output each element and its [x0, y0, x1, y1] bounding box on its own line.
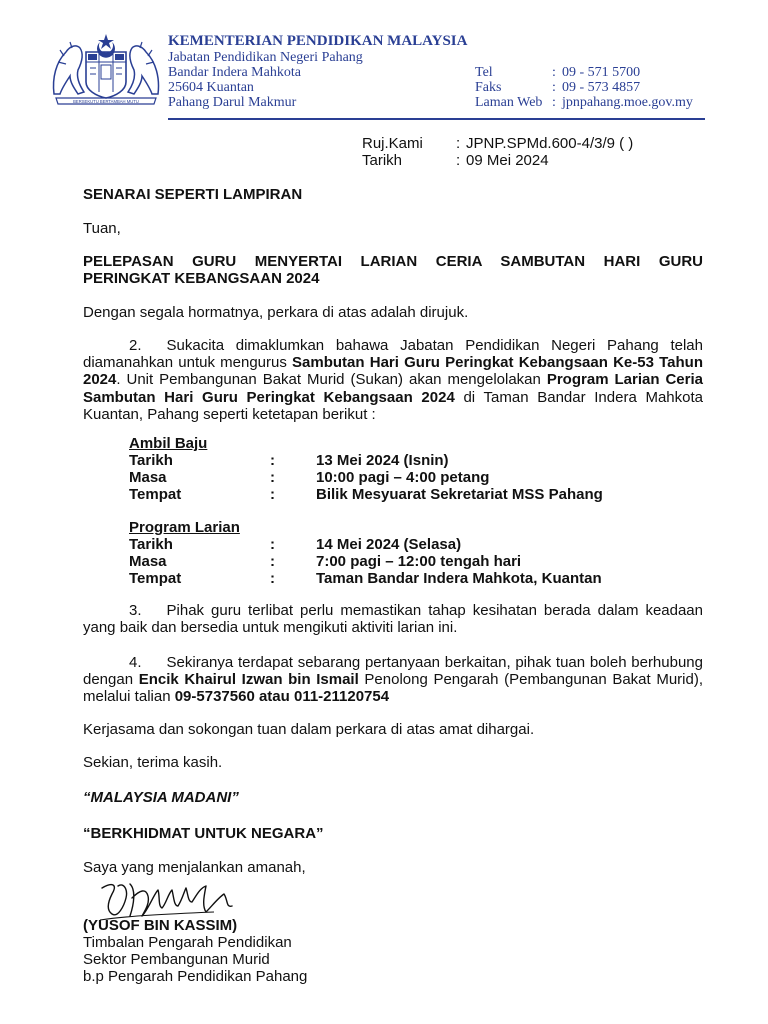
detail-label: Masa [129, 553, 167, 570]
slogan: “MALAYSIA MADANI” [83, 789, 239, 806]
para-number: 4. [129, 654, 142, 671]
date-colon: : [456, 152, 461, 169]
closing-line: Sekian, terima kasih. [83, 754, 223, 771]
event-name: Sambutan Hari Guru Peringkat Kebangsaan Ke-53 Tahun 2024 [83, 354, 704, 389]
contact-colon: : [552, 80, 556, 95]
detail-value: 7:00 pagi – 12:00 tengah hari [316, 553, 522, 570]
trust-line: Saya yang menjalankan amanah, [83, 859, 306, 876]
schedule-heading: Program Larian [129, 519, 240, 536]
paragraph-4 [83, 654, 703, 706]
ref-colon: : [456, 135, 461, 152]
crest-motto: BERSEKUTU BERTAMBAH MUTU [73, 99, 139, 104]
address-line: Jabatan Pendidikan Negeri Pahang [168, 50, 363, 65]
para-text: di Taman Bandar Indera Mahkota Kuantan, Pahang seperti ketetapan berikut : [83, 388, 704, 423]
paragraph-2 [83, 337, 703, 423]
para-number: 3. [129, 602, 142, 619]
para-text: Sekiranya terdapat sebarang pertanyaan berkaitan, pihak tuan boleh berhubung dengan [83, 654, 703, 689]
detail-colon: : [270, 536, 275, 553]
ministry-name: KEMENTERIAN PENDIDIKAN MALAYSIA [168, 33, 468, 49]
subject-line: PERINGKAT KEBANGSAAN 2024 [83, 270, 320, 287]
para-text: Penolong Pengarah (Pembangunan Bakat Murid), melalui talian [83, 671, 703, 706]
contact-colon: : [552, 65, 556, 80]
detail-value: Taman Bandar Indera Mahkota, Kuantan [316, 570, 602, 587]
detail-label: Tarikh [129, 452, 173, 469]
ref-value: JPNP.SPMd.600-4/3/9 ( ) [466, 135, 634, 152]
detail-label: Tarikh [129, 536, 173, 553]
thanks-line: Kerjasama dan sokongan tuan dalam perkara di atas amat dihargai. [83, 721, 535, 738]
detail-colon: : [270, 469, 275, 486]
paragraph-3 [83, 602, 703, 636]
recipient: SENARAI SEPERTI LAMPIRAN [83, 186, 303, 203]
subject-line: PELEPASAN GURU MENYERTAI LARIAN CERIA SAMBUTAN HARI GURU [83, 253, 703, 270]
ref-label: Ruj.Kami [362, 135, 423, 152]
detail-label: Tempat [129, 486, 182, 503]
contact-phone: 09-5737560 atau 011-21120754 [174, 688, 390, 706]
ministry-crest-logo [50, 32, 162, 106]
detail-value: 14 Mei 2024 (Selasa) [316, 536, 462, 553]
signatory-name: (YUSOF BIN KASSIM) [83, 917, 238, 934]
detail-colon: : [270, 553, 275, 570]
website-value[interactable]: jpnpahang.moe.gov.my [562, 95, 693, 110]
signatory-title: Timbalan Pengarah Pendidikan [83, 934, 292, 951]
signatory-title: Sektor Pembangunan Murid [83, 951, 270, 968]
opening-line: Dengan segala hormatnya, perkara di atas adalah dirujuk. [83, 304, 469, 321]
detail-colon: : [270, 486, 275, 503]
para-number: 2. [129, 337, 142, 354]
address-line: Bandar Indera Mahkota [168, 65, 301, 80]
para-text: . Unit Pembangunan Bakat Murid (Sukan) akan mengelolakan [116, 371, 547, 389]
detail-value: Bilik Mesyuarat Sekretariat MSS Pahang [316, 486, 603, 503]
date-value: 09 Mei 2024 [466, 152, 549, 169]
signatory-title: b.p Pengarah Pendidikan Pahang [83, 968, 308, 985]
detail-label: Masa [129, 469, 167, 486]
detail-colon: : [270, 452, 275, 469]
detail-value: 10:00 pagi – 4:00 petang [316, 469, 490, 486]
program-name: Program Larian Ceria Sambutan Hari Guru Peringkat Kebangsaan 2024 [83, 371, 703, 406]
para-text: Pihak guru terlibat perlu memastikan tahap kesihatan berada dalam keadaan yang baik dan bersedia untuk mengikuti aktiviti larian ini. [83, 602, 703, 637]
address-line: Pahang Darul Makmur [168, 95, 297, 110]
detail-colon: : [270, 570, 275, 587]
salutation: Tuan, [83, 220, 121, 237]
detail-label: Tempat [129, 570, 182, 587]
address-line: 25604 Kuantan [168, 80, 254, 95]
date-label: Tarikh [362, 152, 403, 169]
slogan: “BERKHIDMAT UNTUK NEGARA” [83, 825, 324, 842]
fax-label: Faks [475, 80, 502, 95]
tel-value: 09 - 571 5700 [562, 65, 641, 80]
para-text: Sukacita dimaklumkan bahawa Jabatan Pendidikan Negeri Pahang telah diamanahkan untuk mengurus [83, 337, 703, 372]
detail-value: 13 Mei 2024 (Isnin) [316, 452, 449, 469]
website-label: Laman Web [475, 95, 543, 110]
contact-colon: : [552, 95, 556, 110]
schedule-heading: Ambil Baju [129, 435, 208, 452]
tel-label: Tel [475, 65, 493, 80]
letterhead-divider [168, 118, 705, 120]
fax-value: 09 - 573 4857 [562, 80, 641, 95]
contact-person: Encik Khairul Izwan bin Ismail [138, 671, 359, 689]
